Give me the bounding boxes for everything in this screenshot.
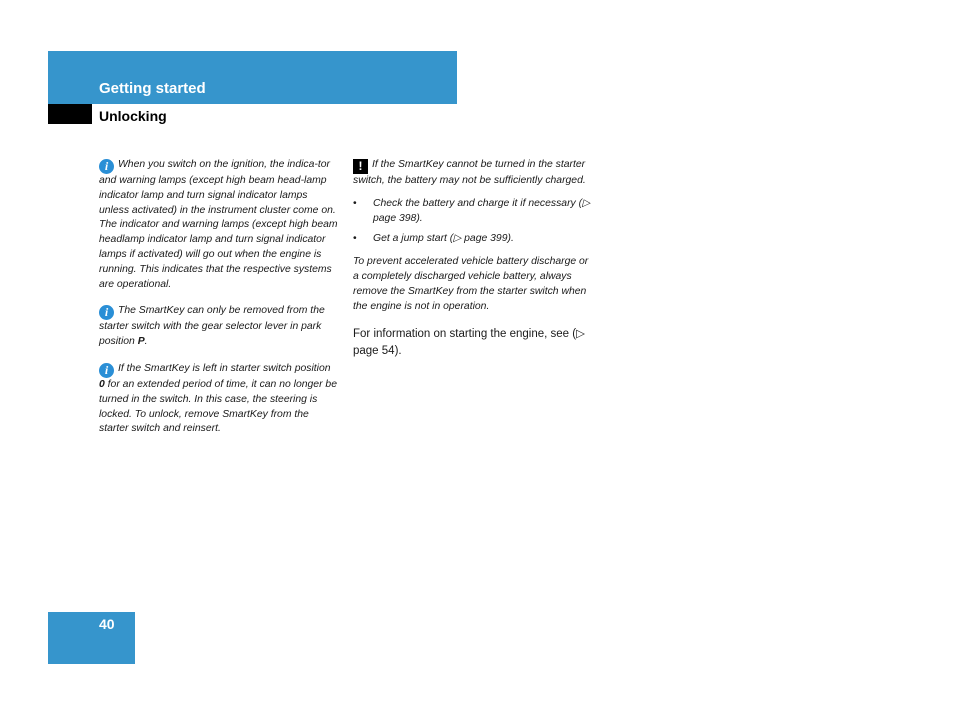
note-text: When you switch on the ignition, the indica-tor and warning lamps (except high beam head-lamp indicator lamp and turn signal indicator lamps unless activated) in the instrument cluster come on. The indicator and warning lamps (except high beam headlamp indicator lamp and turn signal indicator lamps if activated) will go out when the engine is running. This indicates that the respective systems are operational. xyxy=(99,159,338,290)
chapter-title: Getting started xyxy=(99,80,206,97)
info-icon: i xyxy=(99,159,114,174)
page-number: 40 xyxy=(99,616,115,632)
warning-note xyxy=(353,158,593,189)
section-marker xyxy=(48,104,92,124)
bullet-icon: • xyxy=(353,233,357,245)
note-end: . xyxy=(144,336,148,348)
note-text: for an extended period of time, it can no longer be turned in the switch. In this case, the steering is locked. To unlock, remove SmartKey from the starter switch and reinsert. xyxy=(99,378,337,435)
info-note-ignition xyxy=(99,158,339,292)
warning-icon: ! xyxy=(353,159,368,174)
switch-position-label: 0 xyxy=(99,378,105,390)
bullet-text: Check the battery and charge it if necessary (▷ page 398). xyxy=(373,197,591,224)
section-title: Unlocking xyxy=(99,108,167,124)
page-number-box xyxy=(48,612,135,664)
right-column xyxy=(353,158,593,371)
bullet-icon: • xyxy=(353,197,357,209)
prevent-discharge-text: To prevent accelerated vehicle battery discharge or a completely discharged vehicle battery, always remove the SmartKey from the starter switch when the engine is not in operation. xyxy=(353,256,589,312)
info-icon: i xyxy=(99,363,114,378)
info-note-smartkey-removal xyxy=(99,304,339,350)
bullet-text: Get a jump start (▷ page 399). xyxy=(373,233,514,245)
info-note-smartkey-left xyxy=(99,362,339,437)
left-column xyxy=(99,158,339,449)
engine-start-reference: For information on starting the engine, see (▷ page 54). xyxy=(353,328,585,357)
list-item xyxy=(353,197,593,227)
note-text: The SmartKey can only be removed from the starter switch with the gear selector lever in park position xyxy=(99,305,325,348)
park-position-label: P xyxy=(137,336,145,348)
info-icon: i xyxy=(99,305,114,320)
list-item xyxy=(353,232,593,247)
warning-text: If the SmartKey cannot be turned in the starter switch, the battery may not be sufficiently charged. xyxy=(353,159,586,186)
note-text: If the SmartKey is left in starter switch position xyxy=(118,362,331,374)
